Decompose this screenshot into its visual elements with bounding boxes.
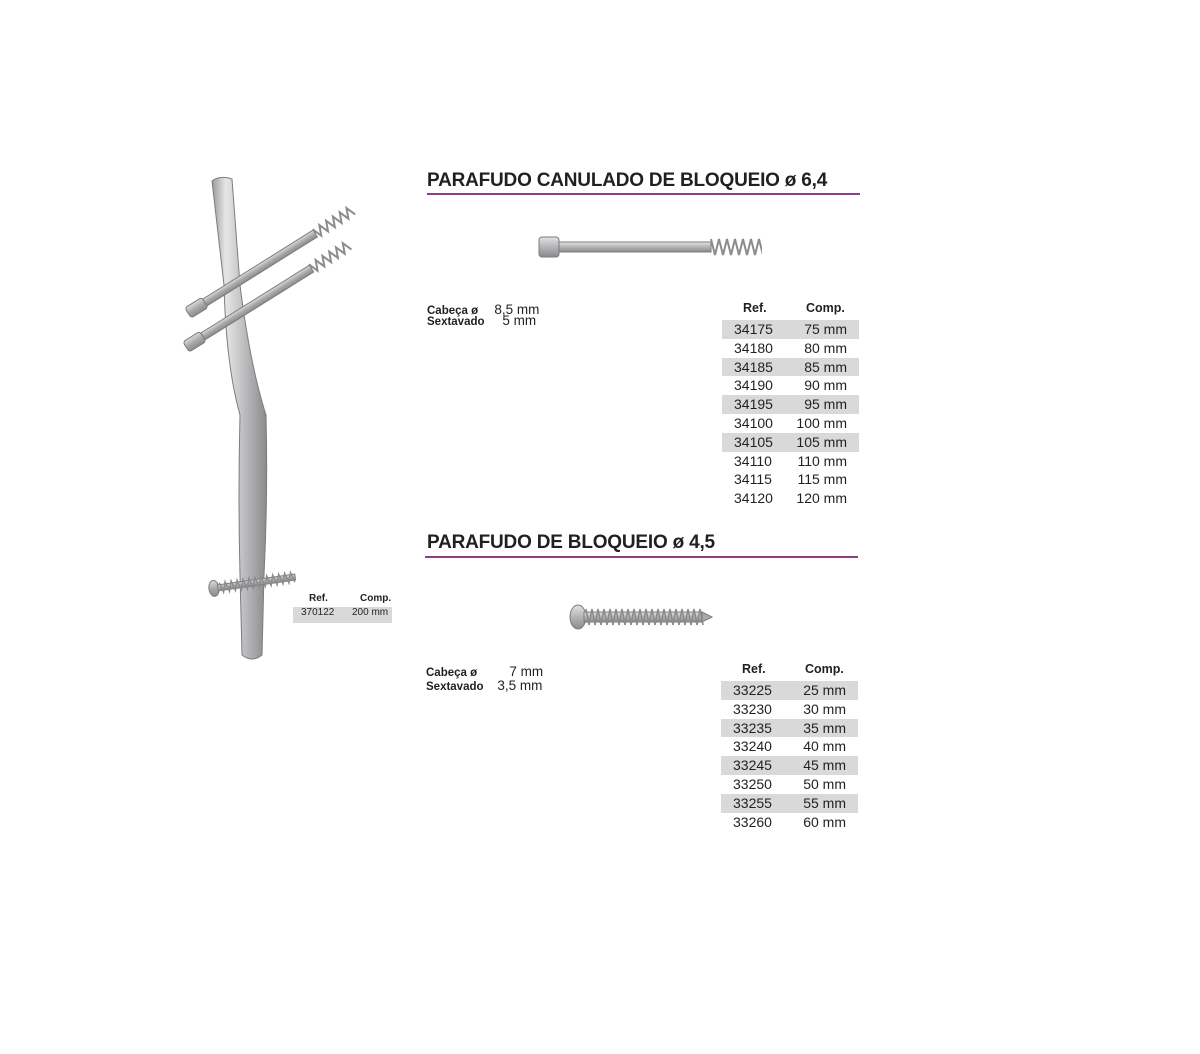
ref-cell: 34185 — [734, 358, 773, 375]
comp-header: Comp. — [806, 301, 845, 315]
intramedullary-nail-image — [170, 165, 400, 665]
spec-hex — [427, 315, 536, 328]
spec-label: Cabeça ø — [426, 667, 478, 679]
comp-cell: 85 mm — [804, 358, 847, 375]
spec-value: 8,5 mm — [494, 302, 540, 317]
comp-cell: 105 mm — [796, 433, 847, 450]
table-row — [721, 700, 858, 719]
section-divider — [427, 193, 860, 195]
ref-cell: 33225 — [733, 682, 772, 698]
ref-cell: 34175 — [734, 321, 773, 337]
table-row — [722, 452, 859, 471]
table-row — [722, 320, 859, 339]
ref-table-bloqueio — [721, 662, 858, 831]
comp-cell: 120 mm — [796, 490, 847, 507]
comp-cell: 80 mm — [804, 339, 847, 356]
spec-value: 7 mm — [509, 664, 544, 679]
nail-ref-table — [293, 593, 392, 623]
table-row — [722, 358, 859, 377]
comp-cell: 75 mm — [804, 321, 847, 337]
ref-header: Ref. — [742, 662, 766, 676]
spec-hex — [426, 680, 542, 693]
ref-cell: 34195 — [734, 396, 773, 413]
comp-cell: 95 mm — [804, 396, 847, 413]
ref-cell: 34100 — [734, 414, 773, 431]
table-row — [722, 376, 859, 395]
comp-header: Comp. — [360, 593, 392, 604]
ref-cell: 34190 — [734, 377, 773, 394]
ref-header: Ref. — [743, 301, 767, 315]
locking-screw-image — [566, 602, 716, 632]
spec-label: Sextavado — [426, 681, 484, 693]
comp-cell: 50 mm — [803, 775, 846, 792]
table-row — [722, 433, 859, 452]
ref-cell: 34110 — [734, 452, 772, 469]
table-row — [721, 813, 858, 832]
ref-table-canulado — [722, 301, 859, 508]
ref-cell: 34120 — [734, 490, 773, 507]
table-header — [722, 301, 859, 320]
table-row — [722, 414, 859, 433]
table-row — [721, 775, 858, 794]
ref-cell: 33240 — [733, 738, 772, 755]
comp-cell: 35 mm — [803, 719, 846, 736]
ref-cell: 33235 — [733, 719, 772, 736]
comp-cell: 45 mm — [803, 757, 846, 774]
comp-cell: 55 mm — [803, 794, 846, 811]
spec-value: 3,5 mm — [497, 678, 543, 693]
table-header — [721, 662, 858, 681]
table-row — [722, 395, 859, 414]
comp-cell: 200 mm — [352, 607, 389, 618]
comp-cell: 30 mm — [803, 700, 846, 717]
table-row — [721, 737, 858, 756]
comp-cell: 115 mm — [797, 471, 847, 488]
table-row — [722, 470, 859, 489]
section-title-canulado: PARAFUDO CANULADO DE BLOQUEIO ø 6,4 — [427, 170, 828, 191]
comp-cell: 90 mm — [804, 377, 847, 394]
spec-label: Cabeça ø — [427, 305, 479, 317]
ref-cell: 34180 — [734, 339, 773, 356]
table-row — [722, 339, 859, 358]
table-row — [721, 756, 858, 775]
ref-cell: 34105 — [734, 433, 773, 450]
comp-cell: 40 mm — [803, 738, 846, 755]
section-title-bloqueio: PARAFUDO DE BLOQUEIO ø 4,5 — [427, 532, 715, 553]
ref-cell: 33230 — [733, 700, 772, 717]
spec-value: 5 mm — [502, 313, 537, 328]
table-row — [721, 794, 858, 813]
ref-cell: 33250 — [733, 775, 772, 792]
table-row — [722, 489, 859, 508]
ref-cell: 34115 — [734, 471, 772, 488]
cannulated-screw-image — [537, 234, 762, 260]
comp-cell: 110 mm — [797, 452, 847, 469]
ref-cell: 370122 — [301, 607, 335, 618]
ref-cell: 33255 — [733, 794, 772, 811]
spec-label: Sextavado — [427, 316, 485, 328]
comp-cell: 60 mm — [803, 813, 846, 830]
table-row — [721, 681, 858, 700]
section-divider — [425, 556, 858, 558]
ref-header: Ref. — [309, 593, 328, 604]
ref-cell: 33245 — [733, 757, 772, 774]
comp-cell: 100 mm — [796, 414, 847, 431]
ref-cell: 33260 — [733, 813, 772, 830]
table-header — [293, 593, 392, 607]
table-row — [721, 719, 858, 738]
table-row — [293, 607, 392, 623]
comp-cell: 25 mm — [803, 682, 846, 698]
comp-header: Comp. — [805, 662, 844, 676]
